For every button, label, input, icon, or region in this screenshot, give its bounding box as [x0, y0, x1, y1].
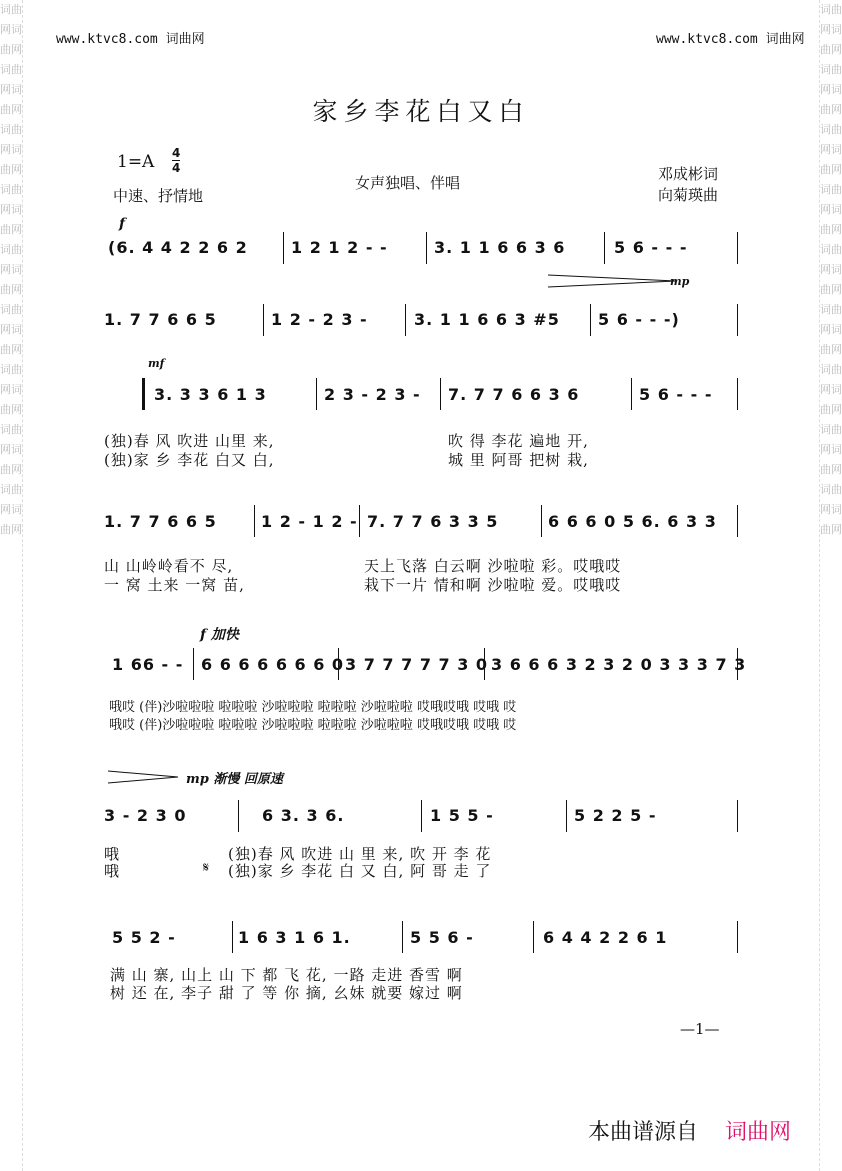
measure-notes: 3. 3 3 6 1 3 [154, 385, 267, 404]
measure-notes: 3 6 6 6 3 2 3 2 0 3 3 3 7 3 [491, 655, 747, 674]
key-signature: 1=A [117, 152, 155, 172]
barline [737, 921, 738, 953]
lyric-line: 哦哎 (伴)沙啦啦啦 啦啦啦 沙啦啦啦 啦啦啦 沙啦啦啦 哎哦哎哦 哎哦 哎 [109, 700, 517, 715]
barline [338, 648, 339, 680]
measure-notes: 6 6 6 6 6 6 6 0 [201, 655, 345, 674]
measure-notes: (6. 4 4 2 2 6 2 [108, 238, 248, 257]
measure-notes: 1 2 - 1 2 - [261, 512, 358, 531]
composer-credit: 向菊瑛曲 [658, 186, 719, 204]
barline [283, 232, 284, 264]
dynamic-mark: mp 渐慢 回原速 [186, 772, 283, 787]
barline [566, 800, 567, 832]
lyric-line: 山 山岭岭看不 尽, [104, 557, 234, 575]
barline [405, 304, 406, 336]
lyric-line: 吹 得 李花 遍地 开, [448, 432, 589, 450]
barline [533, 921, 534, 953]
lyric-line: 哦 [104, 862, 121, 880]
barline [737, 800, 738, 832]
barline [238, 800, 239, 832]
barline [604, 232, 605, 264]
measure-notes: 5 6 - - -) [598, 310, 680, 329]
barline [484, 648, 485, 680]
measure-notes: 1 5 5 - [430, 806, 494, 825]
diminuendo-hairpin [108, 768, 180, 786]
lyric-line: 满 山 寨, 山上 山 下 都 飞 花, 一路 走进 香雪 啊 [110, 966, 463, 984]
lyric-line: 树 还 在, 李子 甜 了 等 你 摘, 幺妹 就要 嫁过 啊 [110, 984, 463, 1002]
measure-notes: 5 5 6 - [410, 928, 474, 947]
barline [426, 232, 427, 264]
diminuendo-hairpin [548, 272, 678, 290]
lyric-line: 一 窝 土来 一窝 苗, [104, 576, 245, 594]
barline [541, 505, 542, 537]
measure-notes: 3. 1 1 6 6 3 6 [434, 238, 566, 257]
lyric-line: 哦 [104, 845, 121, 863]
measure-notes: 5 2 2 5 - [574, 806, 657, 825]
measure-notes: 1. 7 7 6 6 5 [104, 512, 217, 531]
measure-notes: 6 4 4 2 2 6 1 [543, 928, 668, 947]
lyric-line: 栽下一片 情和啊 沙啦啦 爱。哎哦哎 [364, 576, 622, 594]
time-signature-top: 4 [172, 146, 181, 160]
side-watermark-right: 词曲网词曲网词曲网词曲网词曲网词曲网词曲网词曲网词曲网词曲网词曲网词曲网词曲网词曲网词曲网词曲网词曲网词曲网 [819, 0, 842, 1171]
measure-notes: 1 2 - 2 3 - [271, 310, 368, 329]
song-title: 家乡李花白又白 [312, 97, 530, 126]
header-site-right[interactable]: www.ktvc8.com 词曲网 [656, 32, 805, 47]
barline [737, 232, 738, 264]
lyric-line: (独)春 风 吹进 山 里 来, 吹 开 李 花 [228, 845, 492, 863]
dynamic-mark: mf [148, 357, 165, 370]
barline [193, 648, 194, 680]
measure-notes: 5 5 2 - [112, 928, 176, 947]
measure-notes: 3. 1 1 6 6 3 #5 [414, 310, 560, 329]
barline [263, 304, 264, 336]
dynamic-mark: mp [670, 275, 690, 288]
barline [631, 378, 632, 410]
performance-type: 女声独唱、伴唱 [355, 174, 461, 192]
side-watermark-left: 词曲网词曲网词曲网词曲网词曲网词曲网词曲网词曲网词曲网词曲网词曲网词曲网词曲网词曲网词曲网词曲网词曲网词曲网 [0, 0, 23, 1171]
barline [421, 800, 422, 832]
lyric-line: (独)家 乡 李花 白又 白, [104, 451, 275, 469]
dynamic-mark: f 加快 [200, 627, 239, 643]
barline [402, 921, 403, 953]
lyric-line: (独)家 乡 李花 白 又 白, 阿 哥 走 了 [228, 862, 492, 880]
measure-notes: 1 6 3 1 6 1. [238, 928, 351, 947]
measure-notes: 7. 7 7 6 6 3 6 [448, 385, 580, 404]
barline [254, 505, 255, 537]
measure-notes: 1. 7 7 6 6 5 [104, 310, 217, 329]
measure-notes: 6 3. 3 6. [262, 806, 345, 825]
measure-notes: 3 - 2 3 0 [104, 806, 187, 825]
time-signature [172, 146, 180, 175]
measure-notes: 1 2 1 2 - - [291, 238, 388, 257]
barline [440, 378, 441, 410]
barline [359, 505, 360, 537]
barline [737, 304, 738, 336]
page-number: —1— [680, 1020, 720, 1038]
measure-notes: 7. 7 7 6 3 3 5 [367, 512, 499, 531]
lyric-line: 城 里 阿哥 把树 栽, [448, 451, 589, 469]
lyric-line: 天上飞落 白云啊 沙啦啦 彩。哎哦哎 [364, 557, 622, 575]
barline [316, 378, 317, 410]
lyric-line: 哦哎 (伴)沙啦啦啦 啦啦啦 沙啦啦啦 啦啦啦 沙啦啦啦 哎哦哎哦 哎哦 哎 [109, 718, 517, 733]
lyric-line: (独)春 风 吹进 山里 来, [104, 432, 275, 450]
measure-notes: 5 6 - - - [614, 238, 688, 257]
header-site-left[interactable]: www.ktvc8.com 词曲网 [56, 32, 205, 47]
segno-sign: 𝄋 [203, 860, 210, 876]
barline [737, 505, 738, 537]
tempo-marking: 中速、抒情地 [113, 187, 204, 205]
footer-source-label: 本曲谱源自 [588, 1120, 699, 1145]
measure-notes: 3 7 7 7 7 7 3 0 [345, 655, 489, 674]
measure-notes: 2 3 - 2 3 - [324, 385, 421, 404]
time-signature-bottom: 4 [172, 161, 181, 175]
lyricist-credit: 邓成彬词 [658, 165, 719, 183]
measure-notes: 6 6 6 0 5 6. 6 3 3 [548, 512, 717, 531]
measure-notes: 1 66 - - [112, 655, 184, 674]
repeat-barline [142, 378, 145, 410]
footer-brand-link[interactable]: 词曲网 [725, 1120, 792, 1145]
dynamic-mark: f [119, 216, 126, 232]
barline [232, 921, 233, 953]
barline [590, 304, 591, 336]
barline [737, 648, 738, 680]
measure-notes: 5 6 - - - [639, 385, 713, 404]
barline [737, 378, 738, 410]
